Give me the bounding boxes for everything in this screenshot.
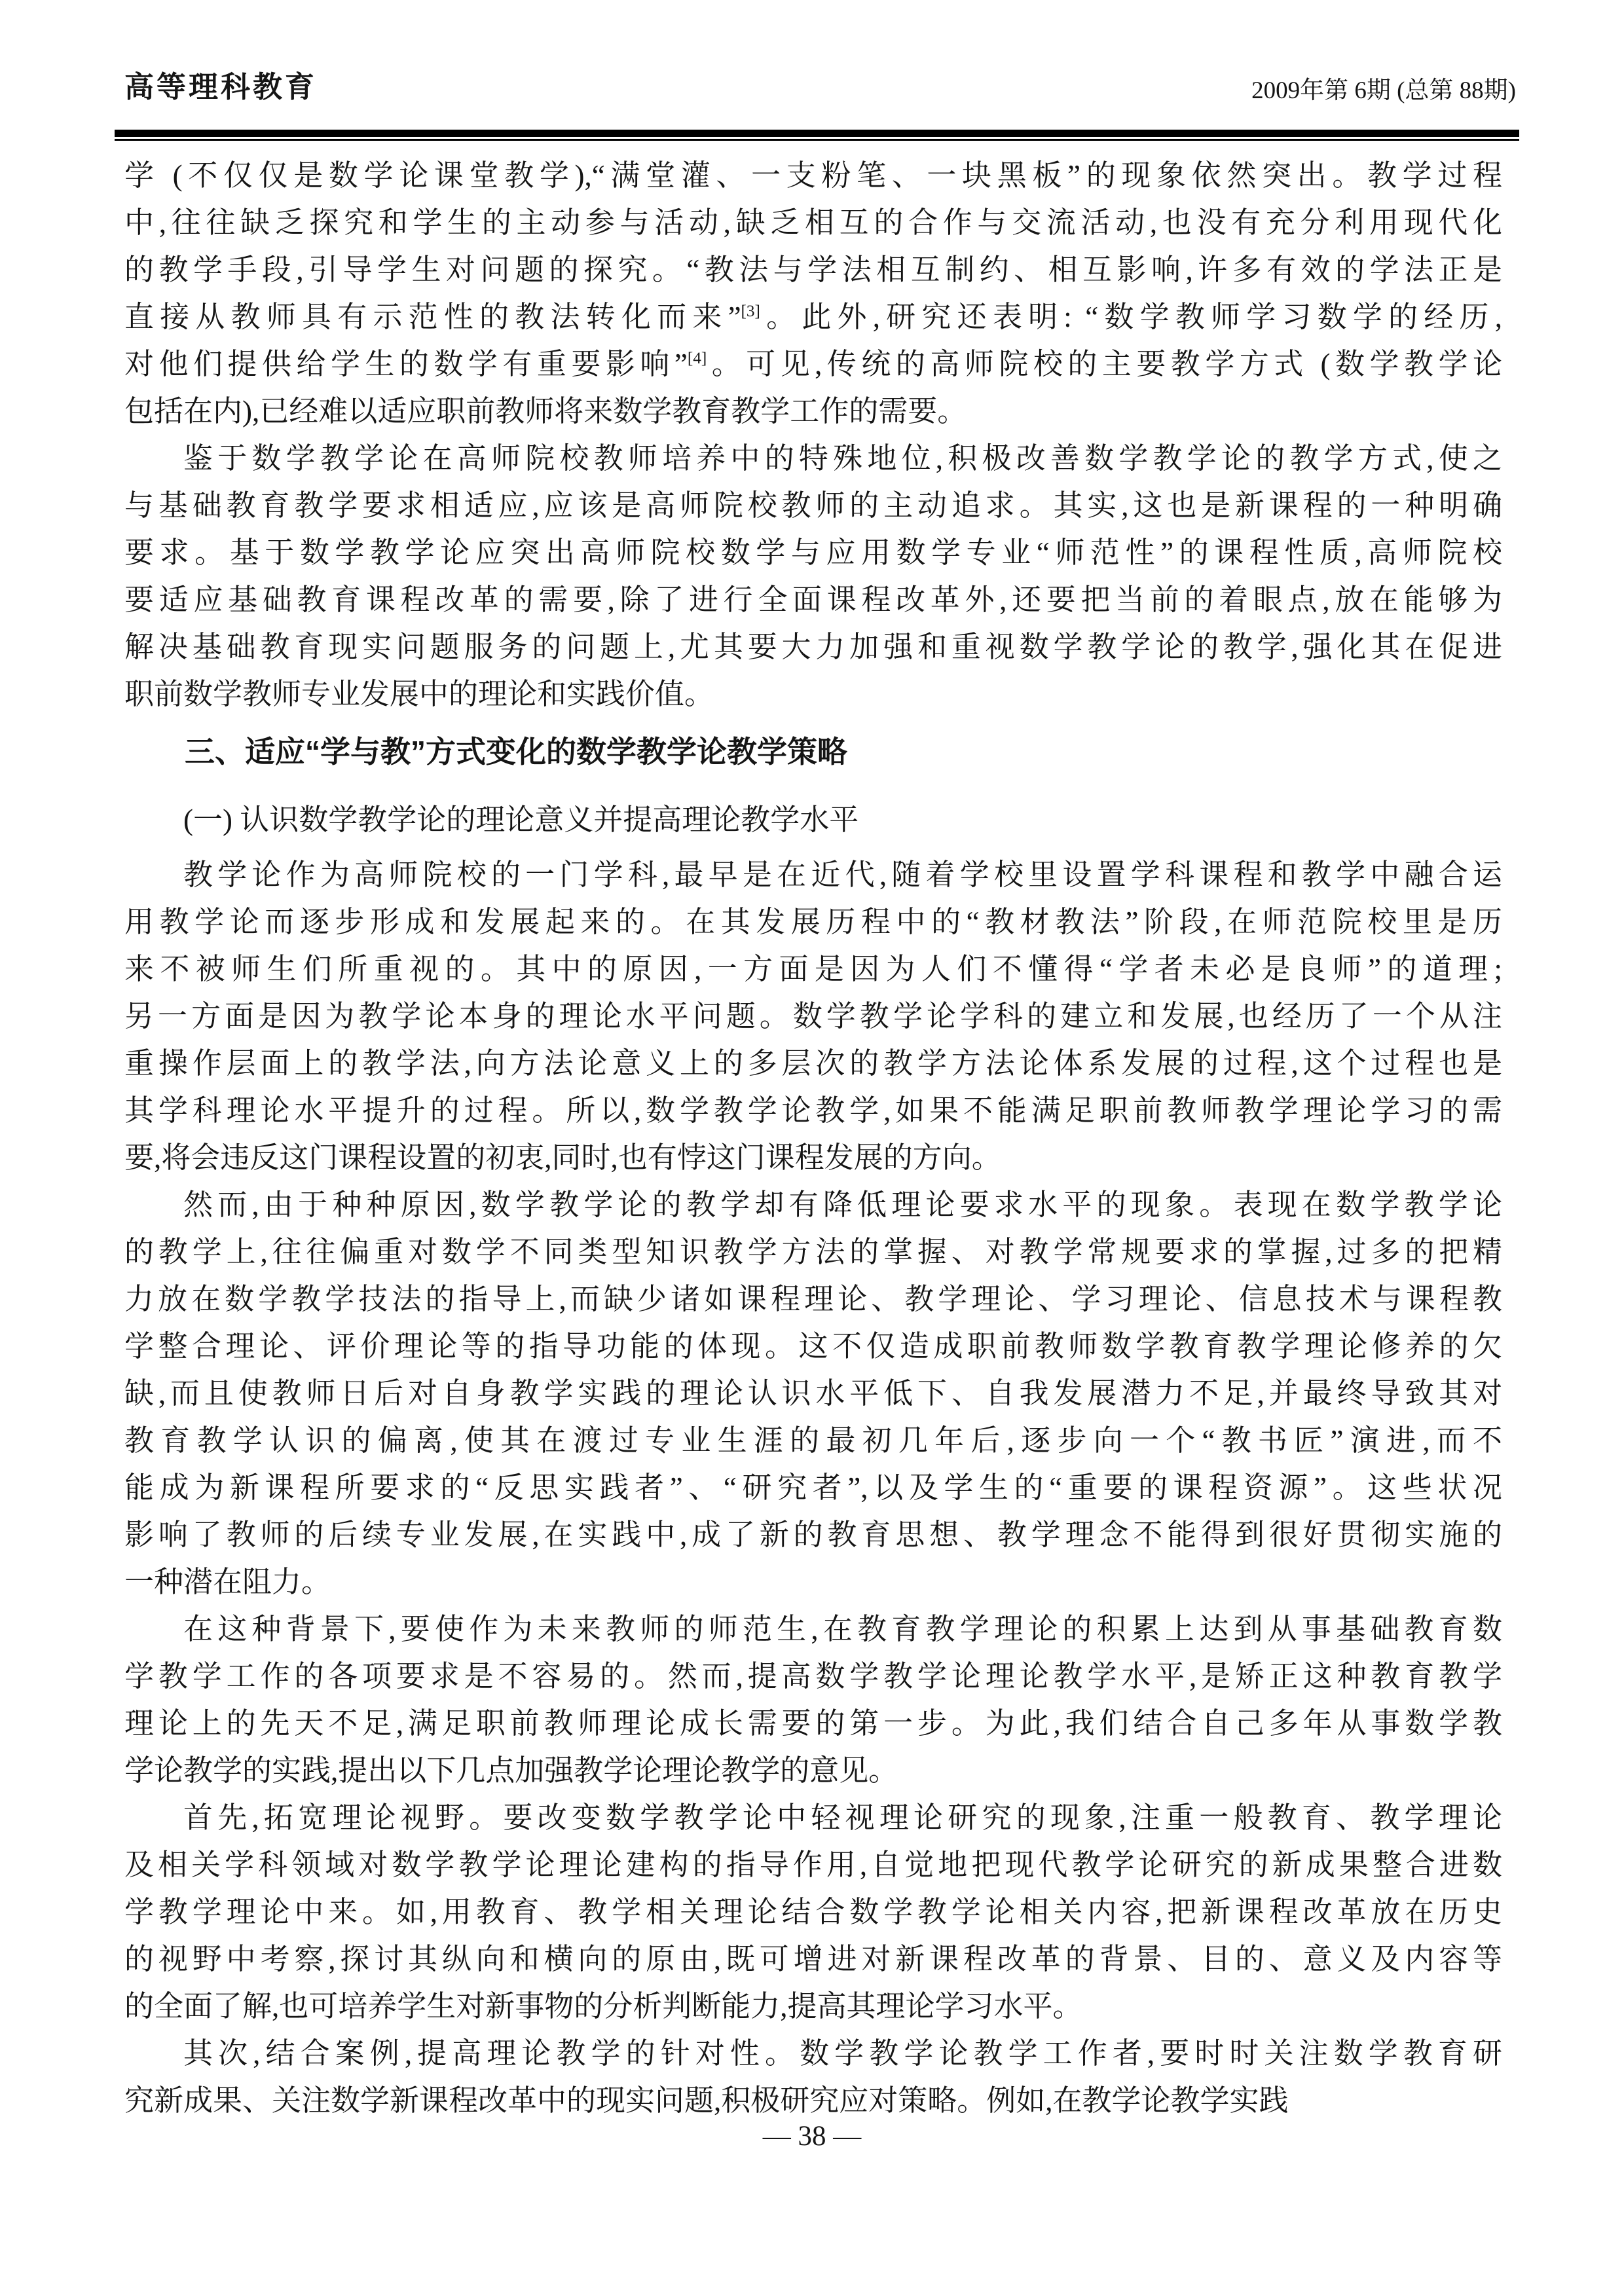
text-line: 重操作层面上的教学法,向方法论意义上的多层次的教学方法论体系发展的过程,这个过程也是 [124, 1047, 1502, 1080]
header-rule-thick [115, 130, 1519, 137]
text-line: 学论教学的实践,提出以下几点加强教学论理论教学的意见。 [124, 1754, 898, 1787]
page-number: — 38 — [762, 2121, 862, 2152]
citation-superscript: [3] [741, 303, 760, 320]
text-line: 直接从教师具有示范性的教法转化而来”[3]。此外,研究还表明: “数学教师学习数学的经历, [124, 301, 1502, 333]
page-header [124, 63, 1516, 105]
text-line: 学教学工作的各项要求是不容易的。然而,提高数学教学论理论教学水平,是矫正这种教育教学 [124, 1660, 1502, 1693]
text-line: 影响了教师的后续专业发展,在实践中,成了新的教育思想、教学理念不能得到很好贯彻实施的 [124, 1518, 1502, 1551]
text-line: 的视野中考察,探讨其纵向和横向的原由,既可增进对新课程改革的背景、目的、意义及内容等 [124, 1943, 1502, 1975]
text-line: 究新成果、关注数学新课程改革中的现实问题,积极研究应对策略。例如,在教学论教学实践 [124, 2084, 1289, 2117]
header-rule [115, 130, 1519, 141]
text-line: 其学科理论水平提升的过程。所以,数学教学论教学,如果不能满足职前教师教学理论学习的需 [124, 1094, 1502, 1127]
text-line: 教育教学认识的偏离,使其在渡过专业生涯的最初几年后,逐步向一个“教书匠”演进,而不 [124, 1424, 1502, 1457]
page-footer [0, 2120, 1624, 2152]
text-line: 职前数学教师专业发展中的理论和实践价值。 [124, 678, 714, 710]
text-line: 用教学论而逐步形成和发展起来的。在其发展历程中的“教材教法”阶段,在师范院校里是历 [124, 906, 1502, 938]
text-line: 对他们提供给学生的数学有重要影响”[4]。可见,传统的高师院校的主要教学方式 (数学教学论 [124, 348, 1502, 380]
citation-superscript: [4] [687, 350, 707, 367]
text-line: 首先,拓宽理论视野。要改变数学教学论中轻视理论研究的现象,注重一般教育、教学理论 [183, 1801, 1502, 1834]
page-body [124, 152, 1502, 2124]
text-line: 要求。基于数学教学论应突出高师院校数学与应用数学专业“师范性”的课程性质,高师院校 [124, 536, 1502, 569]
text-line: 要,将会违反这门课程设置的初衷,同时,也有悖这门课程发展的方向。 [124, 1141, 1001, 1174]
text-line: 另一方面是因为教学论本身的理论水平问题。数学教学论学科的建立和发展,也经历了一个从注 [124, 1000, 1502, 1033]
text-line: 的全面了解,也可培养学生对新事物的分析判断能力,提高其理论学习水平。 [124, 1990, 1082, 2023]
text-line: 缺,而且使教师日后对自身教学实践的理论认识水平低下、自我发展潜力不足,并最终导致其对 [124, 1377, 1502, 1410]
text-line: 教学论作为高师院校的一门学科,最早是在近代,随着学校里设置学科课程和教学中融合运 [183, 858, 1502, 891]
text-line: 的教学上,往往偏重对数学不同类型知识教学方法的掌握、对教学常规要求的掌握,过多的把精 [124, 1236, 1502, 1268]
text-line: 然而,由于种种原因,数学教学论的教学却有降低理论要求水平的现象。表现在数学教学论 [183, 1188, 1502, 1221]
header-rule-thin [115, 139, 1519, 141]
text-line: 其次,结合案例,提高理论教学的针对性。数学教学论教学工作者,要时时关注数学教育研 [183, 2037, 1502, 2070]
text-line: 要适应基础教育课程改革的需要,除了进行全面课程改革外,还要把当前的着眼点,放在能够为 [124, 583, 1502, 616]
section-heading: 三、适应“学与教”方式变化的数学教学论教学策略 [185, 735, 847, 769]
journal-title: 高等理科教育 [124, 70, 318, 103]
text-line: 解决基础教育现实问题服务的问题上,尤其要大力加强和重视数学教学论的教学,强化其在促进 [124, 631, 1502, 663]
text-line: 来不被师生们所重视的。其中的原因,一方面是因为人们不懂得“学者未必是良师”的道理; [124, 953, 1502, 985]
text-line: 中,往往缺乏探究和学生的主动参与活动,缺乏相互的合作与交流活动,也没有充分利用现代化 [124, 206, 1502, 239]
issue-info: 2009年第 6期 (总第 88期) [1251, 77, 1516, 104]
text-line: 理论上的先天不足,满足职前教师理论成长需要的第一步。为此,我们结合自己多年从事数学教 [124, 1707, 1502, 1740]
text-line: 包括在内),已经难以适应职前教师将来数学教育教学工作的需要。 [124, 395, 967, 428]
text-line: 及相关学科领域对数学教学论理论建构的指导作用,自觉地把现代教学论研究的新成果整合进数 [124, 1848, 1502, 1881]
text-line: 鉴于数学教学论在高师院校教师培养中的特殊地位,积极改善数学教学论的教学方式,使之 [183, 442, 1502, 475]
text-line: 在这种背景下,要使作为未来教师的师范生,在教育教学理论的积累上达到从事基础教育数 [183, 1613, 1502, 1645]
text-line: 与基础教育教学要求相适应,应该是高师院校教师的主动追求。其实,这也是新课程的一种明确 [124, 489, 1502, 522]
text-line: 的教学手段,引导学生对问题的探究。“教法与学法相互制约、相互影响,许多有效的学法正是 [124, 253, 1502, 286]
text-line: 学 (不仅仅是数学论课堂教学),“满堂灌、一支粉笔、一块黑板”的现象依然突出。教学过程 [124, 159, 1502, 192]
text-line: 能成为新课程所要求的“反思实践者”、“研究者”,以及学生的“重要的课程资源”。这些状况 [124, 1471, 1502, 1504]
subsection-heading: (一) 认识数学教学论的理论意义并提高理论教学水平 [183, 803, 859, 836]
text-line: 学整合理论、评价理论等的指导功能的体现。这不仅造成职前教师数学教育教学理论修养的欠 [124, 1330, 1502, 1363]
text-line: 一种潜在阻力。 [124, 1566, 331, 1598]
text-line: 学教学理论中来。如,用教育、教学相关理论结合数学教学论相关内容,把新课程改革放在历史 [124, 1896, 1502, 1928]
text-line: 力放在数学教学技法的指导上,而缺少诸如课程理论、教学理论、学习理论、信息技术与课程教 [124, 1283, 1502, 1315]
